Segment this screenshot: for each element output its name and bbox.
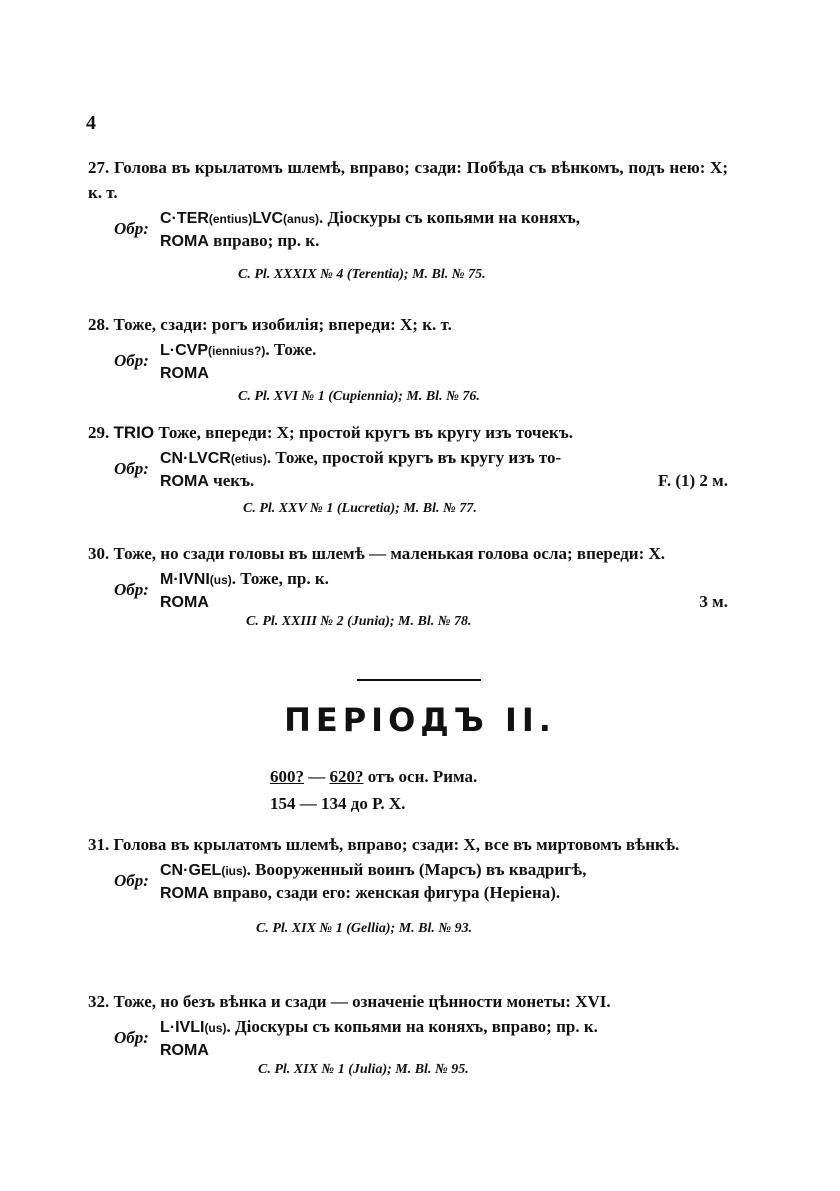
rarity-note: 3 м. bbox=[699, 592, 728, 611]
obverse-label: Обр: bbox=[114, 1028, 149, 1047]
obverse-text: . Вооруженный воинъ (Марсъ) въ квадригѣ, bbox=[246, 860, 587, 879]
obverse-line-2 bbox=[160, 362, 728, 385]
page-number: 4 bbox=[86, 112, 96, 134]
obverse-label: Обр: bbox=[114, 580, 149, 599]
obverse-label: Обр: bbox=[114, 351, 149, 370]
obverse-line-1 bbox=[160, 207, 728, 230]
coin-legend: C·TER bbox=[160, 210, 209, 227]
obverse-label: Обр: bbox=[114, 871, 149, 890]
coin-legend: ROMA bbox=[160, 233, 209, 250]
obverse-text: чекъ. bbox=[208, 471, 255, 490]
catalog-entry-31 bbox=[88, 832, 728, 937]
dates-bc: 154 — 134 до Р. Х. bbox=[270, 794, 406, 813]
rarity-note: F. (1) 2 м. bbox=[658, 471, 728, 490]
catalog-entry-27 bbox=[88, 155, 728, 283]
obverse-text: . Тоже, пр. к. bbox=[231, 569, 329, 588]
entry-number: 28. bbox=[88, 315, 110, 334]
obverse-text: вправо; пр. к. bbox=[208, 231, 320, 250]
coin-legend: ROMA bbox=[160, 365, 209, 382]
obverse-text: вправо, сзади его: женская фигура (Неріена). bbox=[208, 883, 561, 902]
coin-legend: CN·GEL bbox=[160, 862, 222, 879]
legend-expansion: (entius) bbox=[208, 212, 253, 226]
obverse-line-2 bbox=[160, 230, 728, 253]
obverse-block bbox=[114, 207, 728, 253]
obverse-line-2 bbox=[160, 591, 728, 614]
legend-expansion: (us) bbox=[209, 573, 232, 587]
entry-text: Голова въ крылатомъ шлемѣ, вправо; сзади: Побѣда съ вѣнкомъ, подъ нею: X; к. т. bbox=[88, 158, 728, 202]
obverse-line-1 bbox=[160, 447, 728, 470]
entry-number: 32. bbox=[88, 992, 110, 1011]
legend-expansion: (us) bbox=[204, 1021, 227, 1035]
entry-description bbox=[88, 312, 728, 337]
catalog-entry-28 bbox=[88, 312, 728, 405]
entry-description bbox=[88, 155, 728, 205]
obverse-block bbox=[114, 339, 728, 385]
entry-number: 31. bbox=[88, 835, 110, 854]
obverse-line-2 bbox=[160, 882, 728, 905]
obverse-line-1 bbox=[160, 339, 728, 362]
coin-legend: L·CVP bbox=[160, 342, 208, 359]
coin-legend: M·IVNI bbox=[160, 571, 210, 588]
legend-expansion: (iennius?) bbox=[208, 344, 266, 358]
entry-description bbox=[88, 420, 728, 445]
coin-legend: ROMA bbox=[160, 885, 209, 902]
obverse-text: . Тоже. bbox=[265, 340, 317, 359]
entry-description bbox=[88, 989, 728, 1014]
obverse-label: Обр: bbox=[114, 219, 149, 238]
obverse-line-2 bbox=[160, 470, 728, 493]
legend-expansion: (anus) bbox=[283, 212, 320, 226]
obverse-line-1 bbox=[160, 859, 728, 882]
obverse-line-1 bbox=[160, 568, 728, 591]
obverse-block bbox=[114, 447, 728, 493]
period-heading: ПЕРІОДЪ II. bbox=[284, 701, 556, 739]
obverse-text: . Тоже, простой кругъ въ кругу изъ то- bbox=[266, 448, 562, 467]
obverse-label: Обр: bbox=[114, 459, 149, 478]
obverse-block bbox=[114, 1016, 728, 1062]
reference: C. Pl. XXIII № 2 (Junia); M. Bl. № 78. bbox=[246, 614, 472, 629]
obverse-line-1 bbox=[160, 1016, 728, 1039]
entry-number: 30. bbox=[88, 544, 110, 563]
reference: C. Pl. XVI № 1 (Cupiennia); M. Bl. № 76. bbox=[238, 389, 480, 404]
reference: C. Pl. XIX № 1 (Julia); M. Bl. № 95. bbox=[258, 1062, 469, 1077]
legend-expansion: (ius) bbox=[221, 864, 247, 878]
catalog-entry-29 bbox=[88, 420, 728, 517]
catalog-entry-30 bbox=[88, 541, 728, 630]
entry-text: Тоже, впереди: X; простой кругъ въ кругу изъ точекъ. bbox=[154, 423, 574, 442]
coin-legend: CN·LVCR bbox=[160, 450, 231, 467]
period-dates bbox=[270, 763, 477, 817]
reference: C. Pl. XXV № 1 (Lucretia); M. Bl. № 77. bbox=[243, 501, 477, 516]
entry-text: Тоже, но сзади головы въ шлемѣ — маленькая голова осла; впереди: X. bbox=[113, 544, 666, 563]
obverse-block bbox=[114, 859, 728, 905]
legend-expansion: (etius) bbox=[230, 452, 267, 466]
section-divider bbox=[357, 679, 481, 681]
entry-description bbox=[88, 832, 728, 857]
obverse-text: . Діоскуры съ копьями на коняхъ, вправо; пр. к. bbox=[226, 1017, 598, 1036]
obverse-line-2 bbox=[160, 1039, 728, 1062]
coin-legend: L·IVLI bbox=[160, 1019, 205, 1036]
coin-legend: LVC bbox=[252, 210, 284, 227]
reference: C. Pl. XXXIX № 4 (Terentia); M. Bl. № 75. bbox=[238, 267, 486, 282]
entry-number: 27. bbox=[88, 158, 110, 177]
coin-legend: TRIO bbox=[113, 423, 155, 442]
entry-text: Тоже, но безъ вѣнка и сзади — означеніе цѣнности монеты: XVI. bbox=[113, 992, 611, 1011]
catalog-entry-32 bbox=[88, 989, 728, 1078]
entry-text: Голова въ крылатомъ шлемѣ, вправо; сзади: X, все въ миртовомъ вѣнкѣ. bbox=[113, 835, 680, 854]
entry-text: Тоже, сзади: рогъ изобилія; впереди: X; к. т. bbox=[113, 315, 452, 334]
coin-legend: ROMA bbox=[160, 1042, 209, 1059]
dates-from-founding: 600? — 620? отъ осн. Рима. bbox=[270, 767, 478, 786]
reference: C. Pl. XIX № 1 (Gellia); M. Bl. № 93. bbox=[256, 921, 473, 936]
obverse-text: . Діоскуры съ копьями на коняхъ, bbox=[319, 208, 581, 227]
coin-legend: ROMA bbox=[160, 473, 209, 490]
obverse-block bbox=[114, 568, 728, 614]
entry-number: 29. bbox=[88, 423, 110, 442]
coin-legend: ROMA bbox=[160, 594, 209, 611]
entry-description bbox=[88, 541, 728, 566]
